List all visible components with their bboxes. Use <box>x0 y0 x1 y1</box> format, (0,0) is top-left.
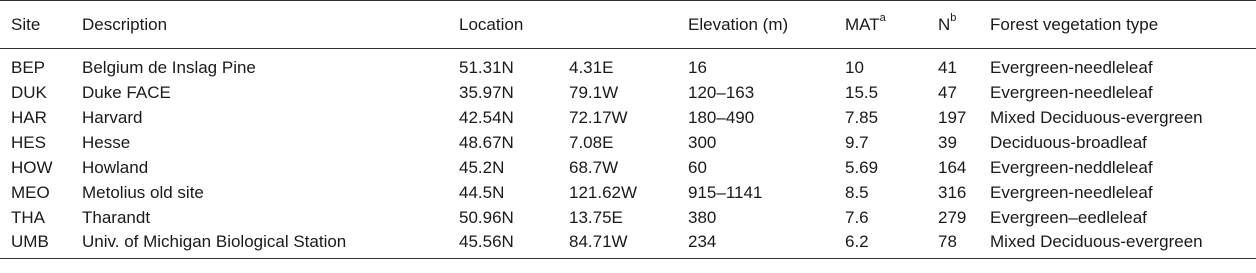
cell-elevation: 380 <box>688 207 717 227</box>
header-elevation: Elevation (m) <box>688 1 845 49</box>
cell-mat: 6.2 <box>845 230 938 259</box>
cell-site: HAR <box>11 107 47 127</box>
table-row <box>0 230 1256 259</box>
cell-n: 164 <box>938 157 967 177</box>
cell-longitude: 68.7W <box>569 157 619 177</box>
cell-description: Belgium de Inslag Pine <box>82 57 256 77</box>
cell-mat: 15.5 <box>845 82 879 102</box>
header-forest-type: Forest vegetation type <box>990 1 1256 49</box>
cell-mat: 7.85 <box>845 107 879 127</box>
cell-forest-type: Evergreen-needleleaf <box>990 82 1153 102</box>
cell-latitude: 42.54N <box>459 107 514 127</box>
header-n-footnote: b <box>950 11 957 24</box>
cell-site: THA <box>11 207 45 227</box>
cell-mat: 7.6 <box>845 207 869 227</box>
cell-latitude: 50.96N <box>459 207 514 227</box>
table-row <box>0 80 1256 105</box>
cell-site: UMB <box>0 230 82 259</box>
cell-n: 47 <box>938 82 957 102</box>
cell-forest-type: Deciduous-broadleaf <box>990 132 1147 152</box>
cell-n: 39 <box>938 132 957 152</box>
cell-longitude: 72.17W <box>569 107 628 127</box>
cell-n: 197 <box>938 107 967 127</box>
cell-n: 41 <box>938 57 957 77</box>
cell-description: Tharandt <box>82 207 151 227</box>
cell-mat: 5.69 <box>845 157 879 177</box>
table-row <box>0 49 1256 80</box>
cell-elevation: 120–163 <box>688 82 755 102</box>
cell-longitude: 84.71W <box>569 230 688 259</box>
cell-latitude: 45.2N <box>459 157 505 177</box>
cell-elevation: 234 <box>688 230 845 259</box>
header-location: Location <box>459 1 688 49</box>
cell-forest-type: Mixed Deciduous-evergreen <box>990 230 1256 259</box>
cell-elevation: 180–490 <box>688 107 755 127</box>
cell-site: HES <box>11 132 46 152</box>
cell-elevation: 16 <box>688 57 707 77</box>
header-n-label: N <box>938 14 951 34</box>
cell-forest-type: Evergreen-neddleleaf <box>990 157 1153 177</box>
cell-description: Hesse <box>82 132 131 152</box>
header-description: Description <box>82 1 459 49</box>
cell-n: 279 <box>938 207 967 227</box>
cell-forest-type: Mixed Deciduous-evergreen <box>990 107 1203 127</box>
cell-longitude: 121.62W <box>569 182 638 202</box>
cell-longitude: 7.08E <box>569 132 614 152</box>
table-row <box>0 155 1256 180</box>
cell-latitude: 45.56N <box>459 230 569 259</box>
header-n <box>938 1 990 49</box>
header-row <box>0 1 1256 49</box>
cell-elevation: 915–1141 <box>688 182 763 202</box>
cell-site: DUK <box>11 82 47 102</box>
cell-elevation: 300 <box>688 132 717 152</box>
table-body <box>0 49 1256 259</box>
cell-description: Howland <box>82 157 149 177</box>
cell-description: Duke FACE <box>82 82 171 102</box>
cell-forest-type: Evergreen–eedleleaf <box>990 207 1147 227</box>
cell-description: Harvard <box>82 107 143 127</box>
cell-forest-type: Evergreen-needleleaf <box>990 57 1153 77</box>
header-mat-footnote: a <box>879 11 886 24</box>
cell-mat: 8.5 <box>845 182 869 202</box>
header-mat-label: MAT <box>845 14 880 34</box>
cell-longitude: 13.75E <box>569 207 623 227</box>
cell-mat: 9.7 <box>845 132 869 152</box>
cell-mat: 10 <box>845 57 864 77</box>
cell-description: Metolius old site <box>82 182 204 202</box>
table-row <box>0 105 1256 130</box>
cell-latitude: 51.31N <box>459 57 514 77</box>
cell-site: BEP <box>11 57 46 77</box>
cell-n: 316 <box>938 182 967 202</box>
table-row <box>0 130 1256 155</box>
table-row <box>0 205 1256 230</box>
cell-longitude: 79.1W <box>569 82 619 102</box>
cell-site: HOW <box>11 157 53 177</box>
cell-site: MEO <box>11 182 50 202</box>
cell-latitude: 35.97N <box>459 82 514 102</box>
cell-latitude: 44.5N <box>459 182 505 202</box>
cell-latitude: 48.67N <box>459 132 514 152</box>
cell-forest-type: Evergreen-needleleaf <box>990 182 1153 202</box>
header-mat <box>845 1 938 49</box>
header-site: Site <box>0 1 82 49</box>
cell-longitude: 4.31E <box>569 57 614 77</box>
cell-n: 78 <box>938 230 990 259</box>
cell-description: Univ. of Michigan Biological Station <box>82 230 459 259</box>
table-row <box>0 180 1256 205</box>
cell-elevation: 60 <box>688 157 707 177</box>
